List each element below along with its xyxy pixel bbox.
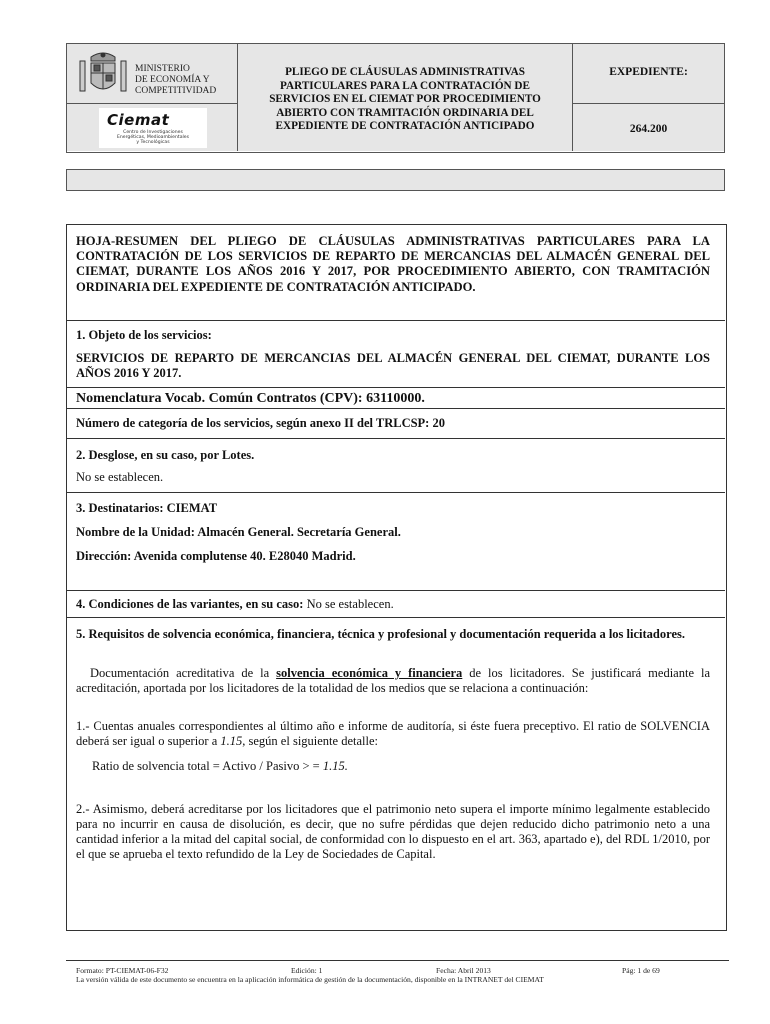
divider [67, 438, 725, 439]
section-5-title: 5. Requisitos de solvencia económica, financiera, técnica y profesional y documentación requerida a los licitadores. [76, 627, 685, 641]
section-4-title: 4. Condiciones de las variantes, en su caso: [76, 597, 304, 611]
logo-subtitle-line: y Tecnológicas [136, 140, 170, 146]
section-5-intro-underlined: solvencia económica y financiera [276, 666, 463, 680]
section-5-point-1-text: 1.- Cuentas anuales correspondientes al último año e informe de auditoría, si éste fuera preceptivo. El ratio de SOLVENCIA deberá ser igual o superior a [76, 719, 710, 748]
footer-edition: Edición: 1 [291, 966, 323, 975]
summary-table [66, 224, 727, 931]
footer-rule [66, 960, 729, 961]
ministry-cell [67, 44, 237, 104]
divider [67, 590, 725, 591]
divider [67, 492, 725, 493]
summary-heading: HOJA-RESUMEN DEL PLIEGO DE CLÁUSULAS ADMINISTRATIVAS PARTICULARES PARA LA CONTRATACIÓN DE LOS SERVICIOS DE REPARTO DE MERCANCIAS DEL ALMACÉN GENERAL DEL CIEMAT, DURANTE LOS AÑOS 2016 Y 2017, POR PROCEDIMIENTO ABIERTO, CON TRAMITACIÓN ORDINARIA DEL EXPEDIENTE DE CONTRATACIÓN ANTICIPADO. [76, 234, 710, 294]
ministry-name [135, 64, 216, 97]
section-2-body: No se establecen. [76, 470, 164, 484]
header-logos-cell [67, 44, 238, 151]
section-5-intro-text: Documentación acreditativa de la [90, 666, 277, 680]
section-1-title: 1. Objeto de los servicios: [76, 328, 212, 342]
solvency-ratio: 1.15 [220, 734, 243, 748]
divider [67, 387, 725, 388]
section-4 [76, 597, 710, 612]
section-5-point-1 [76, 719, 710, 749]
title-line: ABIERTO CON TRAMITACIÓN ORDINARIA DEL [276, 106, 534, 119]
section-5-intro [76, 666, 710, 696]
ciemat-logo-text: Ciemat [107, 111, 170, 129]
ciemat-logo-cell [67, 104, 237, 151]
document-title-cell [238, 44, 573, 151]
ciemat-logo [99, 108, 207, 148]
document-header [66, 43, 725, 153]
section-1-body: SERVICIOS DE REPARTO DE MERCANCIAS DEL ALMACÉN GENERAL DEL CIEMAT, DURANTE LOS AÑOS 2016 Y 2017. [76, 351, 710, 380]
expediente-cell [573, 44, 724, 151]
title-line: EXPEDIENTE DE CONTRATACIÓN ANTICIPADO [275, 120, 535, 132]
footer-date: Fecha: Abril 2013 [436, 966, 491, 975]
blank-grey-bar [66, 169, 725, 191]
divider [67, 408, 725, 409]
section-5-point-1-text: , según el siguiente detalle: [242, 734, 378, 748]
section-2-title: 2. Desglose, en su caso, por Lotes. [76, 448, 255, 462]
ciemat-logo-subtitle [103, 130, 203, 146]
title-line: PLIEGO DE CLÁUSULAS ADMINISTRATIVAS [285, 66, 525, 78]
footer-format: Formato: PT-CIEMAT-06-F32 [76, 966, 169, 975]
solvency-formula-text: Ratio de solvencia total = Activo / Pasivo > = [92, 759, 323, 773]
ministry-line: DE ECONOMÍA Y [135, 75, 210, 85]
expediente-number: 264.200 [629, 123, 668, 135]
divider [67, 320, 725, 321]
section-3-unit: Nombre de la Unidad: Almacén General. Secretaría General. [76, 525, 401, 539]
expediente-label: EXPEDIENTE: [609, 66, 688, 78]
logo-subtitle-line: Energéticas, Medioambientales [116, 135, 190, 141]
document-title [246, 66, 564, 134]
divider [67, 617, 725, 618]
section-3-title: 3. Destinatarios: CIEMAT [76, 501, 218, 515]
solvency-formula [92, 759, 692, 774]
title-line: SERVICIOS EN EL CIEMAT POR PROCEDIMIENTO [269, 93, 541, 105]
ministry-line: COMPETITIVIDAD [135, 86, 217, 96]
section-5-point-2: 2.- Asimismo, deberá acreditarse por los licitadores que el patrimonio neto supera el importe mínimo legalmente establecido para no incurrir en causa de disolución, es decir, que no sufre pérdidas que dejen reducido dicho patrimonio neto a una cantidad inferior a la mitad del capital social, de conformidad con lo dispuesto en el art. 363, apartado e), del RDL 1/2010, por el que se aprueba el texto refundido de la Ley de Sociedades de Capital. [76, 802, 710, 861]
logo-subtitle-line: Centro de Investigaciones [123, 130, 183, 135]
cpv-code: Nomenclatura Vocab. Común Contratos (CPV): 63110000. [76, 391, 425, 406]
section-3-address: Dirección: Avenida complutense 40. E28040 Madrid. [76, 549, 356, 563]
section-5-intro-text: de los licitadores. Se justificará mediante la acreditación, aportada por los licitadores de la totalidad de los medios que se relaciona a continuación: [76, 666, 710, 695]
ministry-line: MINISTERIO [135, 64, 190, 74]
footer-page: Pág: 1 de 69 [622, 966, 660, 975]
solvency-formula-value: 1.15. [322, 759, 348, 773]
title-line: PARTICULARES PARA LA CONTRATACIÓN DE [280, 79, 530, 92]
section-4-value: No se establecen. [306, 597, 394, 611]
coat-of-arms-icon [77, 49, 129, 99]
footer-note: La versión válida de este documento se encuentra en la aplicación informática de gestión de la documentación, disponible en la INTRANET del CIEMAT [76, 975, 544, 984]
expediente-label-cell [573, 44, 724, 104]
service-category: Número de categoría de los servicios, según anexo II del TRLCSP: 20 [76, 416, 445, 430]
